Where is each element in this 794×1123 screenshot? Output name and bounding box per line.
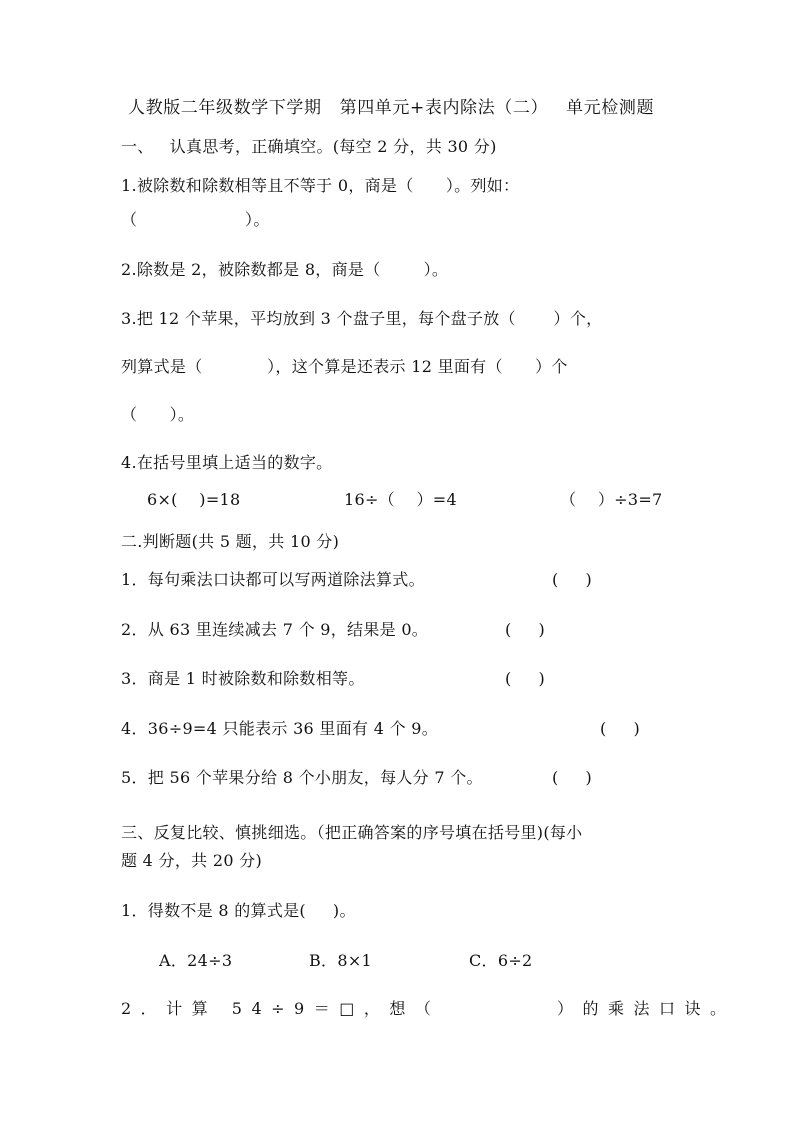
choice-option-b: B．8×1 (309, 951, 373, 970)
judge-item-text: 2．从 63 里连续减去 7 个 9，结果是 0。 (121, 620, 429, 639)
judge-item-paren: ( ) (505, 669, 546, 688)
choice-question-2: 2．计算 54÷9＝□，想（ ）的乘法口诀。 (121, 999, 736, 1018)
choice-question-1: 1．得数不是 8 的算式是( )。 (121, 901, 356, 920)
judge-item-text: 5．把 56 个苹果分给 8 个小朋友，每人分 7 个。 (121, 768, 483, 787)
question-1-4-blank-c: （ ）÷3=7 (560, 490, 663, 509)
choice-option-a: A．24÷3 (159, 951, 233, 970)
question-1-1-line2: （ ）。 (121, 210, 270, 229)
question-1-3-line1: 3.把 12 个苹果，平均放到 3 个盘子里，每个盘子放（ ）个， (121, 309, 603, 328)
judge-item-text: 3．商是 1 时被除数和除数相等。 (121, 669, 365, 688)
question-1-4-blank-a: 6×( )=18 (147, 490, 241, 509)
section3-heading-line2: 题 4 分，共 20 分) (121, 851, 263, 870)
judge-item-paren: ( ) (552, 570, 593, 589)
question-1-4-blank-b: 16÷（ ）=4 (344, 490, 457, 509)
judge-item-paren: ( ) (552, 768, 593, 787)
question-1-1-line1: 1.被除数和除数相等且不等于 0，商是（ ）。列如： (121, 176, 520, 195)
choice-option-c: C．6÷2 (469, 951, 533, 970)
judge-item-text: 1．每句乘法口诀都可以写两道除法算式。 (121, 570, 425, 589)
question-1-3-line2: 列算式是（ ），这个算是还表示 12 里面有（ ）个 (121, 357, 568, 376)
question-1-3-line3: （ ）。 (121, 405, 195, 424)
section1-heading: 一、 认真思考，正确填空。(每空 2 分，共 30 分) (121, 137, 497, 156)
section2-heading: 二.判断题(共 5 题，共 10 分) (121, 532, 340, 551)
question-1-4: 4.在括号里填上适当的数字。 (121, 453, 333, 472)
section3-heading-line1: 三、反复比较、慎挑细选。（把正确答案的序号填在括号里)(每小 (121, 823, 583, 842)
worksheet-title: 人教版二年级数学下学期 第四单元+表内除法（二） 单元检测题 (128, 98, 655, 118)
question-1-2: 2.除数是 2，被除数都是 8，商是（ ）。 (121, 260, 449, 279)
judge-item-paren: ( ) (600, 719, 641, 738)
judge-item-paren: ( ) (505, 620, 546, 639)
judge-item-text: 4．36÷9=4 只能表示 36 里面有 4 个 9。 (121, 719, 439, 738)
